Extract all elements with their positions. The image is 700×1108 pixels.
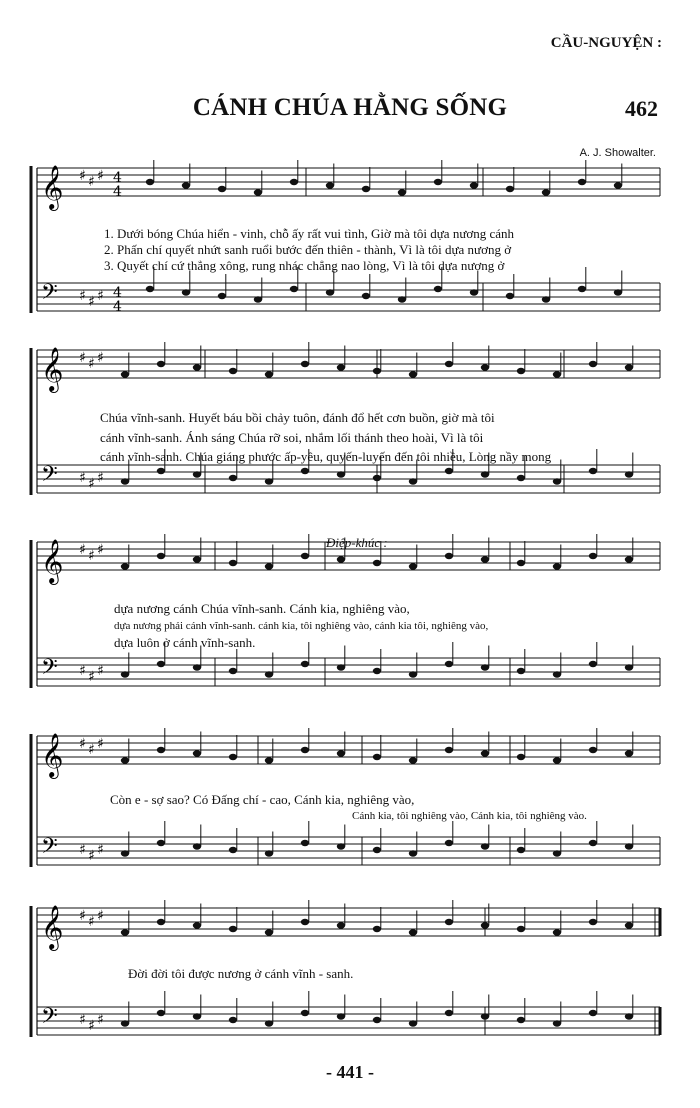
note-head — [265, 850, 273, 856]
svg-text:♯: ♯ — [88, 476, 95, 492]
note-head — [157, 361, 165, 367]
note-head — [373, 560, 381, 566]
note-head — [625, 843, 633, 849]
refrain-label: Điệp-khúc : — [326, 535, 388, 550]
note-head — [326, 182, 334, 188]
note-head — [434, 179, 442, 185]
note-head — [373, 368, 381, 374]
note-head — [193, 364, 201, 370]
note-head — [481, 364, 489, 370]
svg-text:♯: ♯ — [88, 356, 95, 372]
svg-text:♯: ♯ — [79, 663, 86, 679]
note-head — [481, 556, 489, 562]
note-head — [326, 289, 334, 295]
note-head — [373, 668, 381, 674]
lyric-s1-v3: 3. Quyết chí cứ thẳng xông, rung nhác chẳng nao lòng, Vì là tôi dựa nương ở — [104, 258, 505, 273]
note-head — [589, 661, 597, 667]
note-head — [193, 922, 201, 928]
svg-text:♯: ♯ — [88, 174, 95, 190]
note-head — [254, 189, 262, 195]
svg-text:♯: ♯ — [79, 470, 86, 486]
lyric-s3-v3: dựa luôn ở cánh vĩnh-sanh. — [114, 635, 256, 650]
note-head — [157, 747, 165, 753]
note-head — [373, 754, 381, 760]
note-head — [517, 668, 525, 674]
note-head — [229, 560, 237, 566]
note-head — [193, 750, 201, 756]
note-head — [445, 840, 453, 846]
note-head — [193, 843, 201, 849]
svg-text:♯: ♯ — [97, 168, 104, 184]
note-head — [193, 1013, 201, 1019]
svg-text:♯: ♯ — [79, 842, 86, 858]
svg-text:♯: ♯ — [88, 742, 95, 758]
note-head — [625, 922, 633, 928]
svg-text:♯: ♯ — [97, 842, 104, 858]
note-head — [398, 296, 406, 302]
lyric-s5-v1: Đời đời tôi được nương ở cánh vĩnh - sanh. — [128, 966, 354, 981]
svg-text:♯: ♯ — [88, 669, 95, 685]
note-head — [553, 850, 561, 856]
note-head — [301, 468, 309, 474]
svg-text:♯: ♯ — [97, 1012, 104, 1028]
note-head — [265, 757, 273, 763]
note-head — [373, 926, 381, 932]
note-head — [445, 553, 453, 559]
svg-text:𝄢: 𝄢 — [41, 834, 58, 864]
note-head — [157, 1010, 165, 1016]
note-head — [337, 364, 345, 370]
svg-text:4: 4 — [113, 299, 122, 315]
note-head — [506, 293, 514, 299]
svg-text:♯: ♯ — [79, 542, 86, 558]
note-head — [121, 671, 129, 677]
note-head — [445, 468, 453, 474]
note-head — [229, 754, 237, 760]
note-head — [625, 1013, 633, 1019]
note-head — [625, 364, 633, 370]
note-head — [409, 478, 417, 484]
note-head — [445, 747, 453, 753]
note-head — [337, 750, 345, 756]
note-head — [337, 1013, 345, 1019]
note-head — [578, 179, 586, 185]
note-head — [121, 757, 129, 763]
svg-text:𝄢: 𝄢 — [41, 280, 58, 310]
svg-text:♯: ♯ — [97, 542, 104, 558]
svg-text:4: 4 — [113, 285, 122, 301]
section-category: CẦU-NGUYỆN : — [550, 35, 662, 51]
note-head — [265, 929, 273, 935]
svg-text:♯: ♯ — [79, 736, 86, 752]
note-head — [265, 1020, 273, 1026]
note-head — [470, 182, 478, 188]
note-head — [337, 471, 345, 477]
note-head — [265, 563, 273, 569]
note-head — [481, 471, 489, 477]
svg-text:4: 4 — [113, 170, 122, 186]
note-head — [553, 671, 561, 677]
note-head — [553, 478, 561, 484]
note-head — [398, 189, 406, 195]
note-head — [193, 664, 201, 670]
lyric-s4-v1: Còn e - sợ sao? Có Đấng chí - cao, Cánh kia, nghiêng vào, — [110, 792, 415, 807]
svg-text:♯: ♯ — [97, 350, 104, 366]
note-head — [625, 556, 633, 562]
note-head — [229, 1017, 237, 1023]
note-head — [409, 563, 417, 569]
note-head — [589, 919, 597, 925]
note-head — [409, 757, 417, 763]
note-head — [625, 750, 633, 756]
note-head — [218, 293, 226, 299]
note-head — [481, 843, 489, 849]
note-head — [625, 664, 633, 670]
note-head — [589, 553, 597, 559]
svg-text:♯: ♯ — [88, 548, 95, 564]
note-head — [481, 922, 489, 928]
note-head — [362, 293, 370, 299]
lyric-s2-v2: cánh vĩnh-sanh. Ánh sáng Chúa rỡ soi, nhắm lối thánh theo hoài, Vì là tôi — [100, 430, 484, 445]
note-head — [409, 929, 417, 935]
note-head — [409, 371, 417, 377]
svg-text:𝄞: 𝄞 — [41, 347, 64, 391]
svg-text:♯: ♯ — [88, 294, 95, 310]
note-head — [434, 286, 442, 292]
lyric-s4-v2: Cánh kia, tôi nghiêng vào, Cánh kia, tôi nghiêng vào. — [352, 810, 587, 822]
note-head — [121, 1020, 129, 1026]
note-head — [517, 368, 525, 374]
svg-text:♯: ♯ — [88, 848, 95, 864]
note-head — [517, 754, 525, 760]
note-head — [409, 671, 417, 677]
note-head — [553, 563, 561, 569]
note-head — [614, 289, 622, 295]
note-head — [265, 478, 273, 484]
note-head — [157, 553, 165, 559]
note-head — [301, 919, 309, 925]
note-head — [301, 747, 309, 753]
note-head — [121, 563, 129, 569]
svg-text:𝄢: 𝄢 — [41, 655, 58, 685]
note-head — [121, 478, 129, 484]
note-head — [517, 847, 525, 853]
note-head — [301, 1010, 309, 1016]
note-head — [553, 929, 561, 935]
svg-text:♯: ♯ — [88, 914, 95, 930]
note-head — [182, 289, 190, 295]
svg-text:♯: ♯ — [79, 350, 86, 366]
svg-text:♯: ♯ — [79, 1012, 86, 1028]
svg-text:♯: ♯ — [88, 1018, 95, 1034]
note-head — [589, 840, 597, 846]
note-head — [409, 850, 417, 856]
svg-text:♯: ♯ — [79, 288, 86, 304]
lyric-s2-v1: Chúa vĩnh-sanh. Huyết báu bồi chảy tuôn, đánh đổ hết cơn buồn, giờ mà tôi — [100, 410, 495, 425]
note-head — [337, 843, 345, 849]
svg-text:♯: ♯ — [97, 288, 104, 304]
note-head — [193, 471, 201, 477]
note-head — [290, 286, 298, 292]
svg-text:𝄢: 𝄢 — [41, 462, 58, 492]
note-head — [373, 1017, 381, 1023]
note-head — [445, 661, 453, 667]
note-head — [157, 661, 165, 667]
note-head — [614, 182, 622, 188]
svg-text:𝄞: 𝄞 — [41, 905, 64, 949]
note-head — [265, 671, 273, 677]
note-head — [481, 1013, 489, 1019]
note-head — [517, 1017, 525, 1023]
note-head — [337, 556, 345, 562]
note-head — [265, 371, 273, 377]
note-head — [301, 661, 309, 667]
note-head — [517, 926, 525, 932]
composer-credit: A. J. Showalter. — [579, 147, 656, 159]
note-head — [445, 361, 453, 367]
svg-text:♯: ♯ — [97, 470, 104, 486]
note-head — [373, 847, 381, 853]
note-head — [589, 468, 597, 474]
lyric-s1-v1: 1. Dưới bóng Chúa hiển - vinh, chỗ ấy rất vui tình, Giờ mà tôi dựa nương cánh — [104, 226, 515, 241]
note-head — [553, 757, 561, 763]
note-head — [157, 919, 165, 925]
svg-text:𝄞: 𝄞 — [41, 539, 64, 583]
svg-text:𝄞: 𝄞 — [41, 165, 64, 209]
svg-text:♯: ♯ — [97, 663, 104, 679]
note-head — [506, 186, 514, 192]
note-head — [337, 922, 345, 928]
note-head — [182, 182, 190, 188]
lyric-s3-v1: dựa nương cánh Chúa vĩnh-sanh. Cánh kia, nghiêng vào, — [114, 601, 410, 616]
note-head — [301, 840, 309, 846]
note-head — [589, 361, 597, 367]
note-head — [254, 296, 262, 302]
note-head — [625, 471, 633, 477]
note-head — [301, 361, 309, 367]
note-head — [517, 475, 525, 481]
svg-text:♯: ♯ — [79, 908, 86, 924]
svg-text:𝄢: 𝄢 — [41, 1004, 58, 1034]
svg-text:4: 4 — [113, 184, 122, 200]
note-head — [542, 296, 550, 302]
note-head — [362, 186, 370, 192]
note-head — [229, 668, 237, 674]
note-head — [121, 929, 129, 935]
note-head — [229, 926, 237, 932]
note-head — [193, 556, 201, 562]
note-head — [553, 1020, 561, 1026]
page-number: - 441 - — [326, 1062, 374, 1082]
note-head — [301, 553, 309, 559]
note-head — [157, 840, 165, 846]
note-head — [553, 371, 561, 377]
note-head — [481, 750, 489, 756]
note-head — [542, 189, 550, 195]
note-head — [121, 371, 129, 377]
note-head — [229, 368, 237, 374]
note-head — [481, 664, 489, 670]
note-head — [373, 475, 381, 481]
note-head — [218, 186, 226, 192]
note-head — [146, 179, 154, 185]
svg-text:♯: ♯ — [97, 736, 104, 752]
note-head — [445, 919, 453, 925]
note-head — [229, 847, 237, 853]
note-head — [337, 664, 345, 670]
lyric-s2-v3: cánh vĩnh-sanh. Chúa giáng phước ấp-yêu, quyến-luyến đến tôi nhiều, Lòng nầy mong — [100, 449, 552, 464]
note-head — [229, 475, 237, 481]
note-head — [290, 179, 298, 185]
lyric-s1-v2: 2. Phấn chí quyết nhứt sanh ruổi bước đến thiên - thành, Vì là tôi dựa nương ở — [104, 242, 512, 257]
note-head — [146, 286, 154, 292]
hymn-title: CÁNH CHÚA HẰNG SỐNG — [192, 94, 508, 121]
note-head — [121, 850, 129, 856]
note-head — [517, 560, 525, 566]
note-head — [578, 286, 586, 292]
note-head — [589, 747, 597, 753]
note-head — [445, 1010, 453, 1016]
note-head — [409, 1020, 417, 1026]
hymn-number: 462 — [625, 96, 658, 121]
svg-text:♯: ♯ — [79, 168, 86, 184]
note-head — [157, 468, 165, 474]
note-head — [470, 289, 478, 295]
svg-text:♯: ♯ — [97, 908, 104, 924]
note-head — [589, 1010, 597, 1016]
svg-text:𝄞: 𝄞 — [41, 733, 64, 777]
lyric-s3-v2: dựa nương phải cánh vĩnh-sanh. cánh kia, tôi nghiêng vào, cánh kia tôi, nghiêng vào, — [114, 620, 489, 632]
